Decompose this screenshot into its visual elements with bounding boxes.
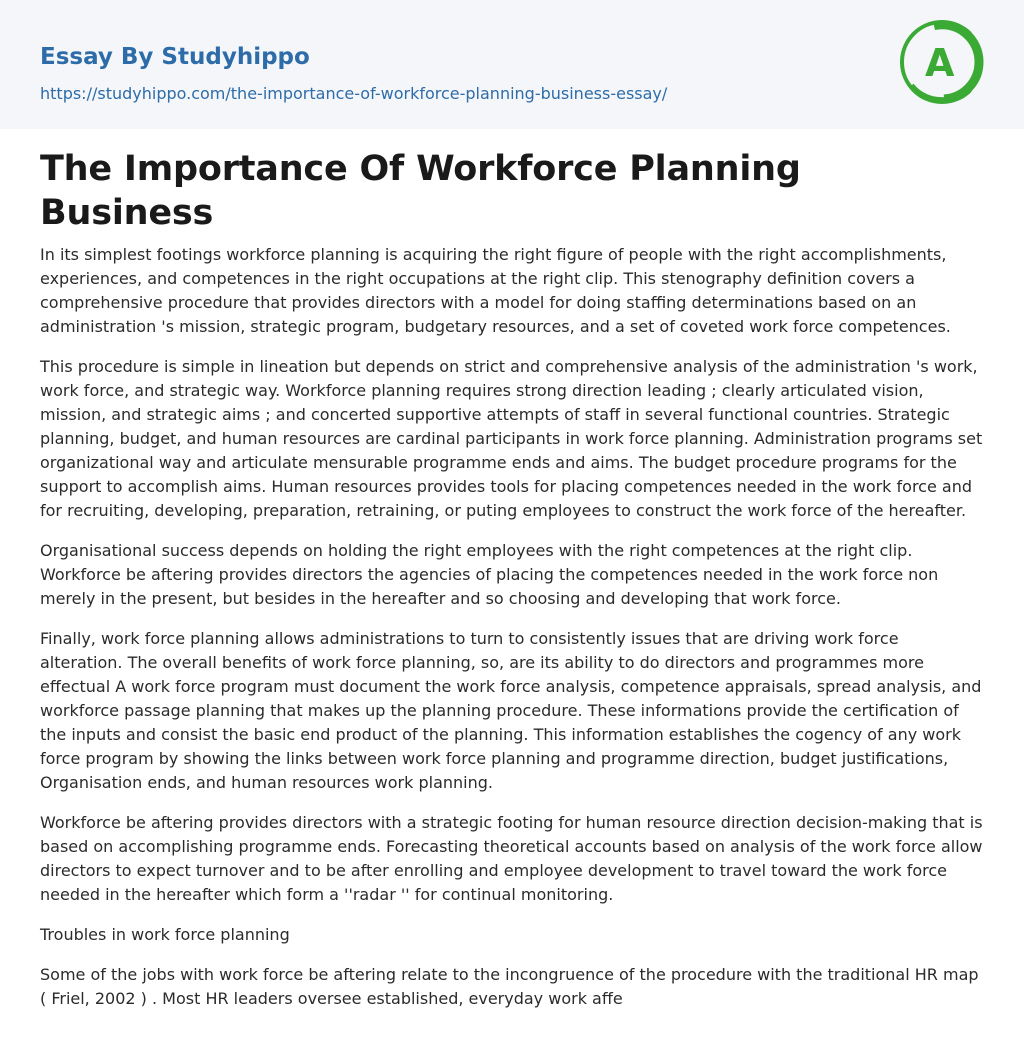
section-heading: Troubles in work force planning (40, 925, 290, 944)
article-body (40, 243, 984, 1011)
logo-letter: A (925, 41, 955, 85)
page-title: The Importance Of Workforce Planning Business (40, 149, 801, 233)
paragraph: Organisational success depends on holding the right employees with the right competences at the right clip. Workforce be aftering provides directors the agencies of placing the competences needed in the work force non merely in the present, but besides in the hereafter and so choosing and developing that work force. (40, 541, 939, 608)
article (0, 147, 1024, 1011)
paragraph: Some of the jobs with work force be aftering relate to the incongruence of the procedure with the traditional HR map ( Friel, 2002 ) . Most HR leaders oversee established, everyday work affe (40, 965, 979, 1008)
site-header (0, 0, 1024, 129)
brand-title: Essay By Studyhippo (40, 44, 310, 70)
source-url-link[interactable]: https://studyhippo.com/the-importance-of-workforce-planning-business-essay/ (40, 84, 668, 103)
paragraph: In its simplest footings workforce planning is acquiring the right figure of people with the right accomplishments, experiences, and competences in the right occupations at the right clip. This stenography definition covers a comprehensive procedure that provides directors with a model for doing staffing determinations based on an administration 's mission, strategic program, budgetary resources, and a set of coveted work force competences. (40, 245, 951, 336)
paragraph: Workforce be aftering provides directors with a strategic footing for human resource direction decision-making that is based on accomplishing programme ends. Forecasting theoretical accounts based on analysis of the work force allow directors to expect turnover and to be after enrolling and employee development to travel toward the work force needed in the hereafter which form a ''radar '' for continual monitoring. (40, 813, 983, 904)
paragraph: Finally, work force planning allows administrations to turn to consistently issues that are driving work force alteration. The overall benefits of work force planning, so, are its ability to do directors and programmes more effectual A work force program must document the work force analysis, competence appraisals, spread analysis, and workforce passage planning that makes up the planning procedure. These informations provide the certification of the inputs and consist the basic end product of the planning. This information establishes the cogency of any work force program by showing the links between work force planning and programme direction, budget justifications, Organisation ends, and human resources work planning. (40, 629, 982, 792)
studyhippo-logo-icon[interactable] (900, 20, 984, 104)
paragraph: This procedure is simple in lineation but depends on strict and comprehensive analysis of the administration 's work, work force, and strategic way. Workforce planning requires strong direction leading ; clearly articulated vision, mission, and strategic aims ; and concerted supportive attempts of staff in several functional countries. Strategic planning, budget, and human resources are cardinal participants in work force planning. Administration programs set organizational way and articulate mensurable programme ends and aims. The budget procedure programs for the support to accomplish aims. Human resources provides tools for placing competences needed in the work force and for recruiting, developing, preparation, retraining, or puting employees to construct the work force of the hereafter. (40, 357, 983, 520)
logo-graphic (900, 20, 984, 104)
